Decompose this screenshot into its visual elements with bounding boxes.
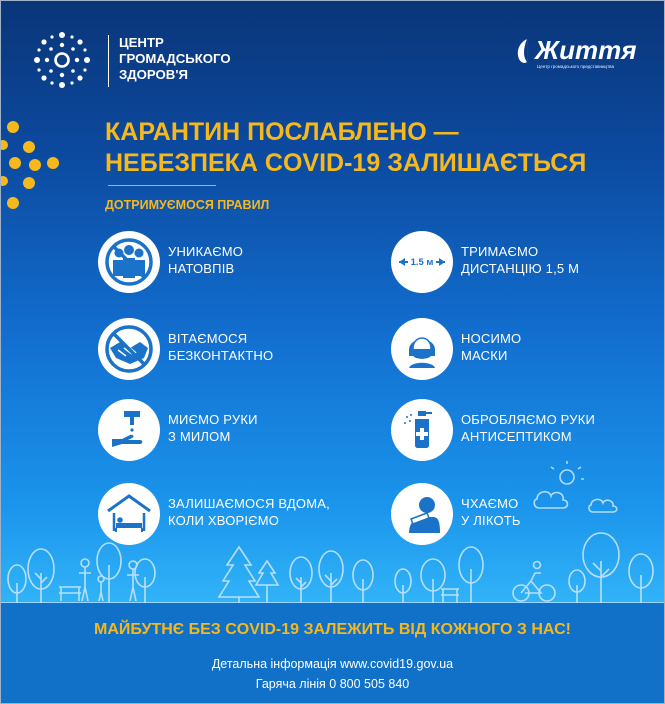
subheading: ДОТРИМУЄМОСЯ ПРАВИЛ [105,198,270,212]
organization-name-line3: ЗДОРОВ'Я [119,67,188,82]
brand-tagline: Центр громадського представництва [537,64,615,69]
decorative-dots-icon [1,115,71,219]
rule-wash-hands [98,399,388,465]
rule-contactless-greeting [98,318,388,384]
rule-label-line1: ЗАЛИШАЄМОСЯ ВДОМА, [168,496,330,511]
rule-icon-circle [391,399,453,461]
rule-label [168,243,243,277]
headline-line2: НЕБЕЗПЕКА COVID-19 ЗАЛИШАЄТЬСЯ [105,149,587,177]
rule-sanitize-hands [391,399,665,465]
rule-icon-circle [98,318,160,380]
footer-hotline: Гаряча лінія 0 800 505 840 [255,677,410,691]
rule-label-line2: З МИЛОМ [168,429,231,444]
rule-label [168,411,258,445]
rule-label [461,243,579,277]
mask-icon [391,318,453,380]
rule-keep-distance [391,231,665,297]
headline [105,117,645,179]
footer-info-line: Детальна інформація www.covid19.gov.ua [211,657,454,671]
rule-label-line2: МАСКИ [461,348,508,363]
rule-avoid-crowds [98,231,388,297]
public-health-center-logo-icon [31,29,93,91]
brand-name: Життя [535,35,637,65]
no-crowds-icon [98,231,160,293]
rule-icon-circle [98,399,160,461]
rule-label [168,330,273,364]
headline-line1: КАРАНТИН ПОСЛАБЛЕНО — [105,118,459,146]
rule-label-line1: НОСИМО [461,331,522,346]
hand-wash-icon [98,399,160,461]
organization-name-line2: ГРОМАДСЬКОГО [119,51,231,66]
rule-icon-circle [391,231,453,293]
park-scenery-icon [1,461,664,603]
logo-divider [108,35,109,87]
headline-divider [108,185,216,186]
rule-label-line2: КОЛИ ХВОРІЄМО [168,513,280,528]
rule-icon-circle [391,318,453,380]
rule-label-line2: БЕЗКОНТАКТНО [168,348,274,363]
rule-label-line2: ДИСТАНЦІЮ 1,5 М [461,261,580,276]
rule-label-line2: НАТОВПІВ [168,261,235,276]
rule-label-line2: У ЛІКОТЬ [461,513,521,528]
sanitizer-icon [391,399,453,461]
distance-icon-label: 1.5 м [410,257,434,268]
no-handshake-icon [98,318,160,380]
rule-label-line1: ОБРОБЛЯЄМО РУКИ [461,412,596,427]
rule-icon-circle [98,231,160,293]
rule-label [461,330,521,364]
rule-label [461,411,595,445]
footer-slogan: МАЙБУТНЄ БЕЗ COVID-19 ЗАЛЕЖИТЬ ВІД КОЖНОГО З НАС! [94,621,571,638]
rule-label-line1: МИЄМО РУКИ [168,412,258,427]
rule-label-line1: УНИКАЄМО [168,244,244,259]
leaf-icon [513,37,535,65]
rule-label-line2: АНТИСЕПТИКОМ [461,429,572,444]
organization-name-line1: ЦЕНТР [119,35,164,50]
organization-name [119,35,239,83]
rule-label-line1: ЧХАЄМО [461,496,519,511]
brand-logo [513,37,641,73]
rule-label-line1: ТРИМАЄМО [461,244,539,259]
rule-wear-masks [391,318,665,384]
rule-label-line1: ВІТАЄМОСЯ [168,331,248,346]
distance-icon [391,231,453,293]
